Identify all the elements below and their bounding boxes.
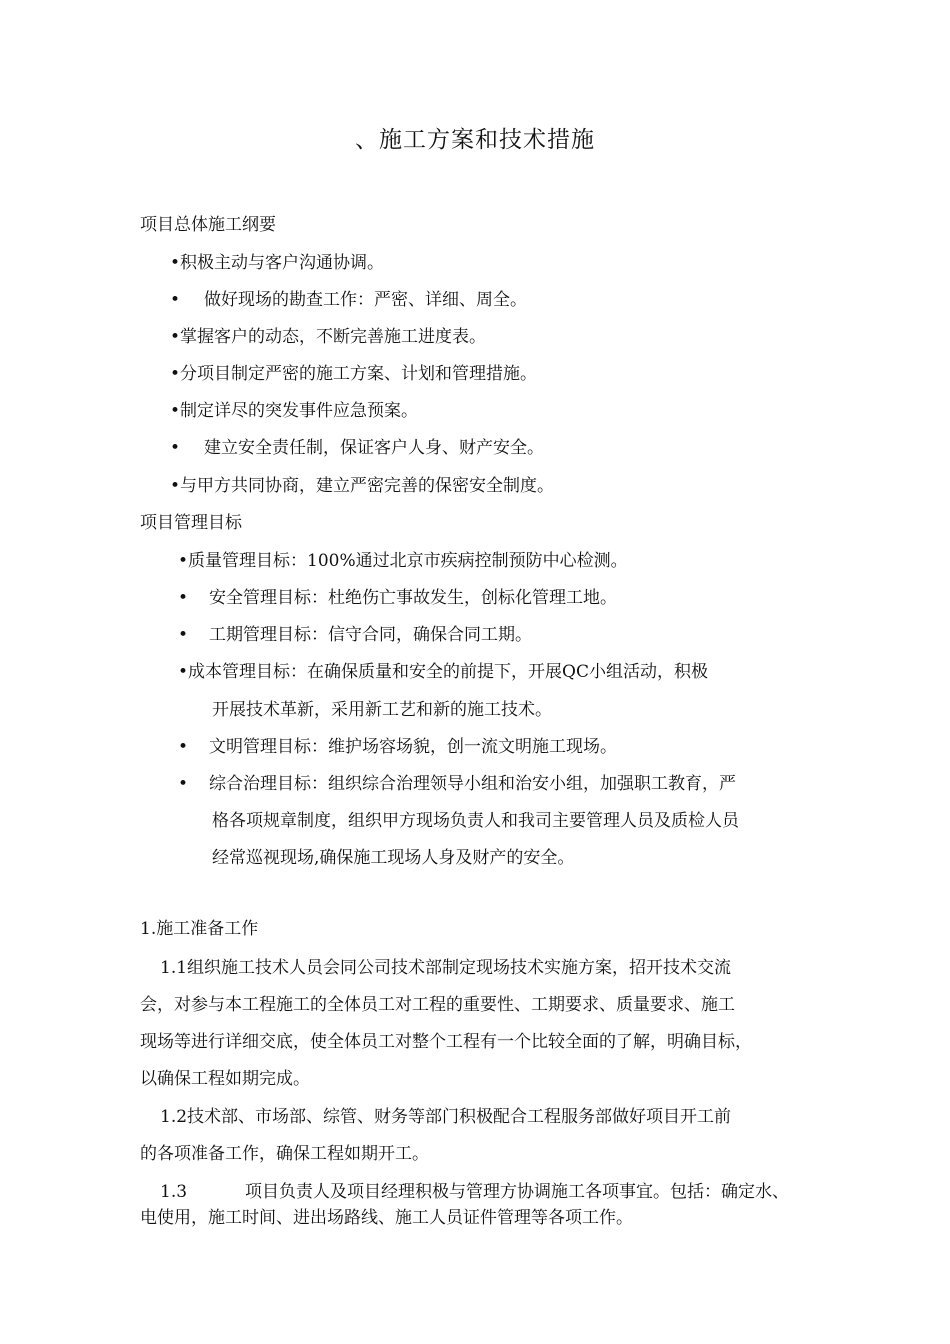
- list-item: •制定详尽的突发事件应急预案。: [170, 401, 419, 421]
- list-item: •分项目制定严密的施工方案、计划和管理措施。: [170, 364, 538, 384]
- bullet-icon: •: [178, 625, 189, 645]
- paragraph-text: 项目负责人及项目经理积极与管理方协调施工各项事宜。包括：确定水、: [245, 1182, 789, 1202]
- bullet-icon: •: [170, 290, 181, 310]
- document-title: 、施工方案和技术措施: [355, 127, 595, 153]
- paragraph-line: 的各项准备工作，确保工程如期开工。: [140, 1144, 429, 1164]
- list-item-text: 安全管理目标：杜绝伤亡事故发生，创标化管理工地。: [209, 588, 617, 608]
- bullet-icon: •: [170, 438, 181, 458]
- paragraph-line: 会，对参与本工程施工的全体员工对工程的重要性、工期要求、质量要求、施工: [140, 995, 735, 1015]
- paragraph-line: 以确保工程如期完成。: [140, 1069, 310, 1089]
- paragraph-line: 1.1组织施工技术人员会同公司技术部制定现场技术实施方案，招开技术交流: [160, 958, 732, 978]
- list-item: [170, 288, 527, 312]
- paragraph-line: 电使用，施工时间、进出场路线、施工人员证件管理等各项工作。: [140, 1208, 633, 1228]
- list-item-text: 做好现场的勘查工作：严密、详细、周全。: [204, 290, 527, 310]
- list-item: •质量管理目标：100%通过北京市疾病控制预防中心检测。: [178, 551, 628, 571]
- paragraph-line: 1.2技术部、市场部、综管、财务等部门积极配合工程服务部做好项目开工前: [160, 1107, 732, 1127]
- list-item: •积极主动与客户沟通协调。: [170, 253, 385, 273]
- list-item-text: 建立安全责任制，保证客户人身、财产安全。: [204, 438, 544, 458]
- paragraph-line: 现场等进行详细交底，使全体员工对整个工程有一个比较全面的了解，明确目标，: [140, 1032, 752, 1052]
- list-item: [178, 623, 532, 647]
- bullet-icon: •: [178, 588, 189, 608]
- section-heading-goals: 项目管理目标: [140, 513, 242, 533]
- list-item: [178, 586, 617, 610]
- list-item: [170, 436, 544, 460]
- list-item-text: 工期管理目标：信守合同，确保合同工期。: [209, 625, 532, 645]
- list-item: [178, 735, 617, 759]
- list-item: [178, 772, 736, 796]
- section-heading-overview: 项目总体施工纲要: [140, 215, 276, 235]
- list-item-continuation: 开展技术革新，采用新工艺和新的施工技术。: [212, 700, 552, 720]
- section-heading-preparation: 1.施工准备工作: [140, 919, 259, 939]
- list-item-text: 文明管理目标：维护场容场貌，创一流文明施工现场。: [209, 737, 617, 757]
- paragraph-line: [160, 1180, 789, 1204]
- list-item-text: 综合治理目标：组织综合治理领导小组和治安小组，加强职工教育，严: [209, 774, 736, 794]
- list-item: •掌握客户的动态，不断完善施工进度表。: [170, 327, 487, 347]
- bullet-icon: •: [178, 737, 189, 757]
- list-item-continuation: 经常巡视现场,确保施工现场人身及财产的安全。: [212, 848, 575, 868]
- bullet-icon: •: [178, 774, 189, 794]
- list-item: •成本管理目标：在确保质量和安全的前提下，开展QC小组活动，积极: [178, 662, 708, 682]
- paragraph-number: 1.3: [160, 1182, 188, 1202]
- list-item: •与甲方共同协商，建立严密完善的保密安全制度。: [170, 476, 555, 496]
- list-item-continuation: 格各项规章制度，组织甲方现场负责人和我司主要管理人员及质检人员: [212, 811, 739, 831]
